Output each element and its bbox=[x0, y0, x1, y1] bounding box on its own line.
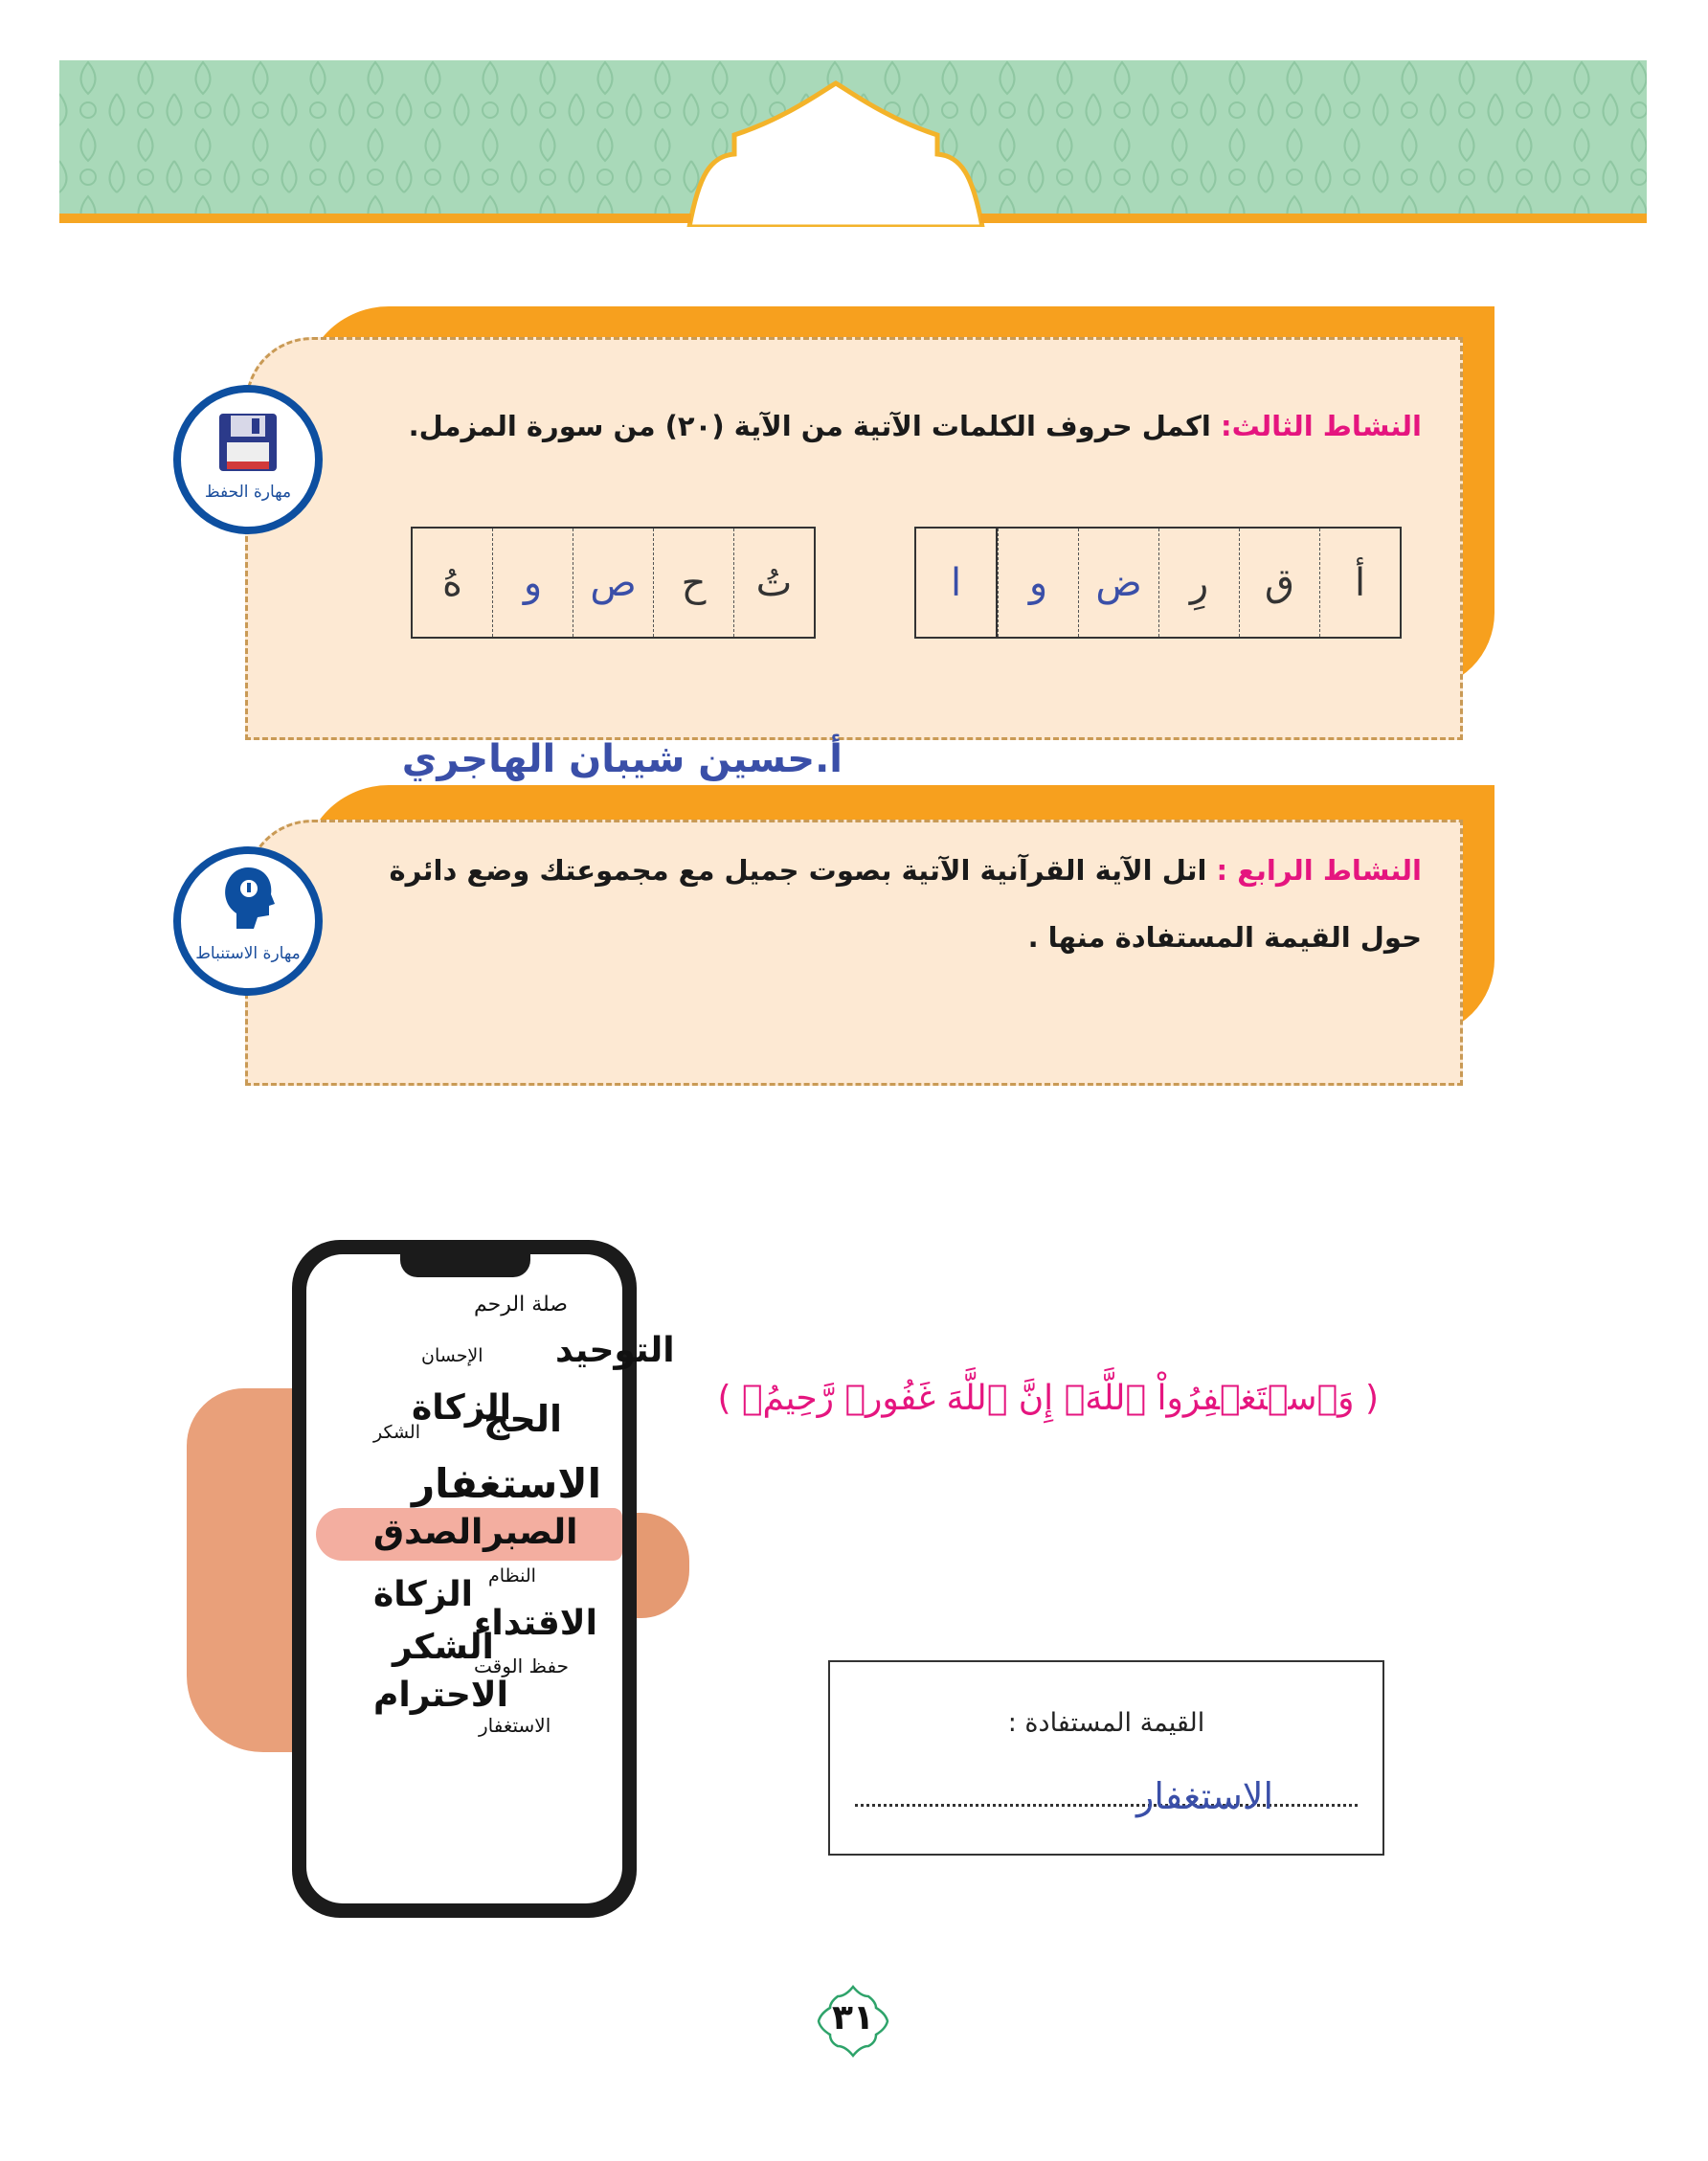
word-cloud-item: الصبر bbox=[483, 1513, 578, 1552]
skill-badge-memorization bbox=[173, 385, 323, 534]
word-cloud-item: التوحيد bbox=[555, 1331, 675, 1370]
skill-badge-label: مهارة الحفظ bbox=[204, 483, 292, 502]
letter-cell[interactable]: ح bbox=[653, 529, 733, 637]
word-cloud-item: الشكر bbox=[373, 1422, 420, 1443]
word-cloud-item: الزكاة bbox=[373, 1575, 473, 1614]
head-lightbulb-icon bbox=[219, 864, 277, 931]
letter-cell[interactable]: تُ bbox=[733, 529, 814, 637]
floppy-disk-icon bbox=[217, 412, 279, 473]
letter-cell: ض bbox=[1078, 529, 1158, 637]
word-cloud-item: النظام bbox=[488, 1565, 536, 1587]
answer-dotted-line bbox=[855, 1804, 1358, 1807]
activity4-label: النشاط الرابع : bbox=[1216, 854, 1422, 887]
activity3-label: النشاط الثالث: bbox=[1220, 410, 1422, 442]
letter-cell: و bbox=[998, 529, 1078, 637]
phone-notch bbox=[400, 1252, 530, 1277]
activity4-instruction-line1 bbox=[390, 854, 1423, 887]
word-cloud-item: صلة الرحم bbox=[474, 1293, 568, 1317]
word-cloud-item: الاستغفار bbox=[479, 1714, 551, 1737]
hand-holding-phone-illustration bbox=[182, 1235, 699, 1925]
skill-badge-label: مهارة الاستنباط bbox=[195, 944, 301, 963]
word-cloud-item: الزكاة bbox=[412, 1388, 511, 1428]
answer-text[interactable]: الاستغفار bbox=[1136, 1775, 1274, 1817]
letter-cell[interactable]: أ bbox=[1319, 529, 1400, 637]
answer-label: القيمة المستفادة : bbox=[1007, 1708, 1205, 1738]
word-cloud-item: الحج bbox=[483, 1398, 563, 1440]
author-name: أ.حسين شيبان الهاجري bbox=[401, 737, 843, 781]
word-cloud-item: الشكر bbox=[393, 1628, 494, 1667]
answer-box bbox=[828, 1660, 1384, 1856]
skill-badge-deduction bbox=[173, 846, 323, 996]
activity3-instruction bbox=[409, 410, 1422, 442]
letter-cell[interactable]: ق bbox=[1239, 529, 1319, 637]
letter-cell: ا bbox=[916, 529, 998, 637]
activity4-text: اتل الآية القرآنية الآتية بصوت جميل مع مجموعتك وضع دائرة bbox=[389, 854, 1217, 887]
word2-letter-cells bbox=[411, 527, 816, 639]
word1-letter-cells bbox=[914, 527, 1402, 639]
letter-cell[interactable]: رِ bbox=[1158, 529, 1239, 637]
quran-verse: ( وَٱسۡتَغۡفِرُواْ ٱللَّهَۖ إِنَّ ٱللَّهَ غَفُورٞ رَّحِيمُۢ ) bbox=[717, 1379, 1379, 1418]
activity4-instruction-line2: حول القيمة المستفادة منها . bbox=[1027, 921, 1422, 954]
activity3-text: اكمل حروف الكلمات الآتية من الآية (٢٠) من سورة المزمل. bbox=[408, 410, 1221, 442]
word-cloud-item: الاقتداء bbox=[474, 1604, 597, 1643]
page-number-frame bbox=[817, 1985, 889, 2058]
letter-cell: و bbox=[492, 529, 573, 637]
word-cloud-item: الاستغفار bbox=[412, 1460, 602, 1507]
word-cloud-item: الإحسان bbox=[421, 1345, 483, 1366]
letter-cell: ص bbox=[573, 529, 653, 637]
word-cloud-item: حفظ الوقت bbox=[474, 1655, 570, 1677]
letter-cell[interactable]: هُ bbox=[442, 560, 462, 605]
word-cloud-item: الاحترام bbox=[373, 1676, 508, 1715]
header-ornament bbox=[59, 60, 1647, 227]
page-number: ٣١ bbox=[832, 1998, 874, 2037]
word-cloud-item: الصدق bbox=[373, 1513, 483, 1552]
